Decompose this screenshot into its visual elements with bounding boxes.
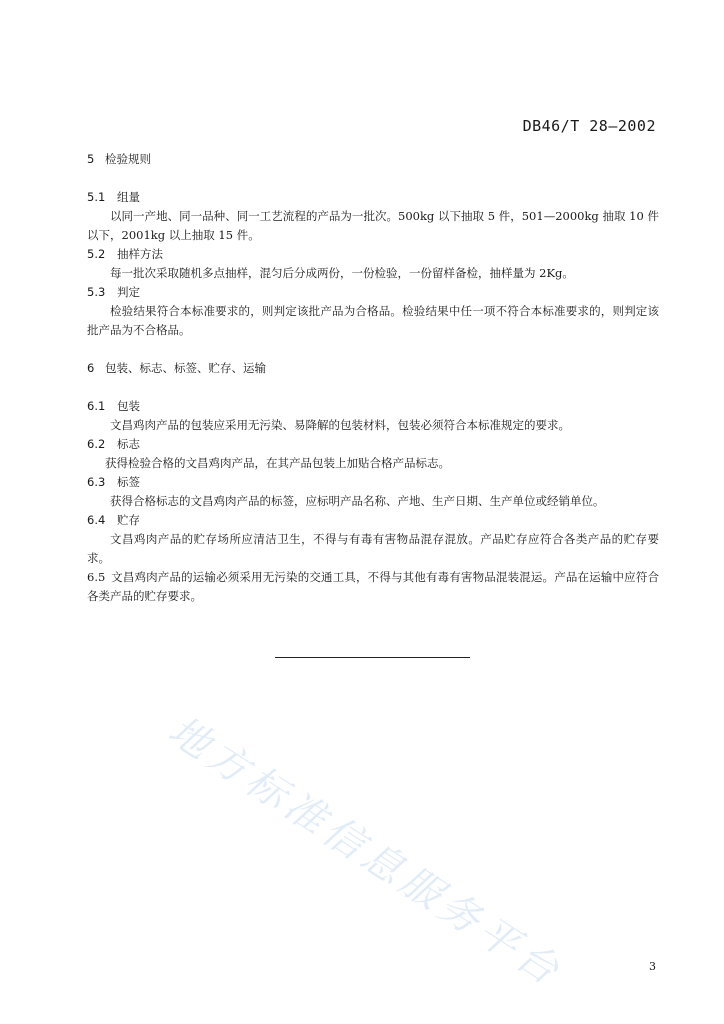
clause-6-5-text: 文昌鸡肉产品的运输必须采用无污染的交通工具，不得与其他有毒有害物品混装混运。产品在运输中应符合各类产品的贮存要求。	[87, 570, 659, 603]
clause-5-3-text: 检验结果符合本标准要求的，则判定该批产品为合格品。检验结果中任一项不符合本标准要求的，则判定该批产品为不合格品。	[87, 304, 659, 337]
clause-title: 组量	[117, 190, 140, 204]
clause-6-5	[87, 568, 659, 606]
section-number: 6	[87, 361, 95, 375]
clause-6-3-text: 获得合格标志的文昌鸡肉产品的标签，应标明产品名称、产地、生产日期、生产单位或经销单位。	[110, 494, 605, 508]
document-code: DB46/T 28—2002	[522, 117, 656, 135]
clause-number: 5.3	[87, 285, 106, 299]
clause-title: 包装	[117, 399, 140, 413]
clause-number: 6.5	[87, 570, 106, 584]
clause-title: 标签	[117, 475, 140, 489]
page-number: 3	[649, 960, 656, 973]
clause-title: 标志	[117, 437, 140, 451]
end-rule	[275, 657, 470, 658]
document-body	[87, 150, 659, 606]
clause-6-2-text: 获得检验合格的文昌鸡肉产品，在其产品包装上加贴合格产品标志。	[105, 456, 450, 470]
clause-6-1-text: 文昌鸡肉产品的包装应采用无污染、易降解的包装材料，包装必须符合本标准规定的要求。	[110, 418, 570, 432]
section-title: 检验规则	[105, 152, 151, 166]
clause-title: 抽样方法	[117, 247, 163, 261]
section-number: 5	[87, 152, 95, 166]
clause-5-2-text: 每一批次采取随机多点抽样，混匀后分成两份，一份检验，一份留样备检，抽样量为 2Kg。	[110, 266, 574, 280]
clause-6-3-heading	[87, 473, 659, 492]
watermark: 地方标准信息服务平台	[160, 707, 571, 997]
clause-number: 6.2	[87, 437, 106, 451]
clause-5-1-text: 以同一产地、同一品种、同一工艺流程的产品为一批次。500kg 以下抽取 5 件，501—2000kg 抽取 10 件以下，2001kg 以上抽取 15 件。	[87, 209, 659, 242]
clause-6-1-heading	[87, 397, 659, 416]
clause-6-2-heading	[87, 435, 659, 454]
clause-number: 6.4	[87, 513, 106, 527]
clause-6-4-text: 文昌鸡肉产品的贮存场所应清洁卫生，不得与有毒有害物品混存混放。产品贮存应符合各类产品的贮存要求。	[87, 532, 659, 565]
section-5-heading	[87, 150, 659, 169]
clause-5-1-heading	[87, 188, 659, 207]
clause-number: 5.1	[87, 190, 106, 204]
clause-title: 判定	[117, 285, 140, 299]
section-6-heading	[87, 359, 659, 378]
section-title: 包装、标志、标签、贮存、运输	[105, 361, 266, 375]
clause-number: 5.2	[87, 247, 106, 261]
clause-number: 6.1	[87, 399, 106, 413]
clause-title: 贮存	[117, 513, 140, 527]
clause-5-2-heading	[87, 245, 659, 264]
clause-5-3-heading	[87, 283, 659, 302]
clause-6-4-heading	[87, 511, 659, 530]
clause-number: 6.3	[87, 475, 106, 489]
